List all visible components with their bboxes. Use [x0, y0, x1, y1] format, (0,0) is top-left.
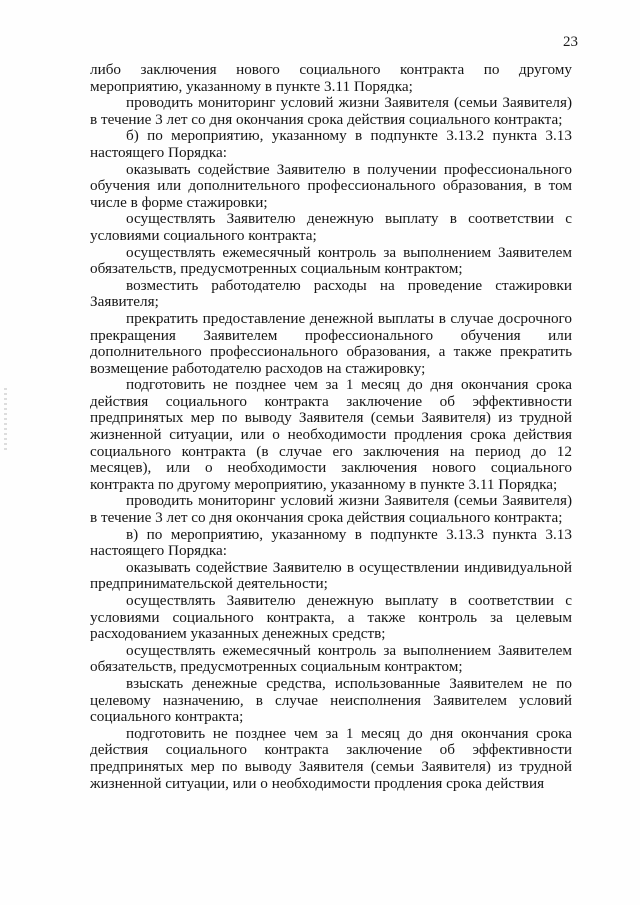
- paragraph: возместить работодателю расходы на проведение стажировки Заявителя;: [90, 276, 572, 311]
- document-body: [90, 62, 572, 792]
- paragraph: осуществлять Заявителю денежную выплату в соответствии с условиями социального контракта, а также контроль за целевым расходованием указанных денежных средств;: [90, 592, 572, 643]
- paragraph: осуществлять ежемесячный контроль за выполнением Заявителем обязательств, предусмотренных социальным контрактом;: [90, 243, 572, 278]
- paragraph: оказывать содействие Заявителю в осуществлении индивидуальной предпринимательской деятельности;: [90, 558, 572, 593]
- paragraph: в) по мероприятию, указанному в подпункте 3.13.3 пункта 3.13 настоящего Порядка:: [90, 525, 572, 560]
- paragraph: осуществлять Заявителю денежную выплату в соответствии с условиями социального контракта;: [90, 210, 572, 244]
- paragraph: проводить мониторинг условий жизни Заявителя (семьи Заявителя) в течение 3 лет со дня окончания срока действия социального контракта;: [90, 492, 572, 527]
- page-number: 23: [563, 34, 578, 50]
- scan-artifact: [4, 388, 7, 452]
- paragraph: подготовить не позднее чем за 1 месяц до дня окончания срока действия социального контракта заключение об эффективности предпринятых мер по выводу Заявителя (семьи Заявителя) из трудной жизненной ситуации, или о необходимости продления срока действия: [90, 724, 572, 792]
- paragraph: прекратить предоставление денежной выплаты в случае досрочного прекращения Заявителем профессионального обучения или дополнительного профессионального образования, а также прекратить возмещение работодателю расходов на стажировку;: [90, 309, 572, 377]
- paragraph: проводить мониторинг условий жизни Заявителя (семьи Заявителя) в течение 3 лет со дня окончания срока действия социального контракта;: [90, 94, 572, 128]
- paragraph: подготовить не позднее чем за 1 месяц до дня окончания срока действия социального контракта заключение об эффективности предпринятых мер по выводу Заявителя (семьи Заявителя) из трудной жизненной ситуации, или о необходимости продления срока действия социального контракта (в случае его заключения на период до 12 месяцев), или о необходимости заключения нового социального контракта по другому мероприятию, указанному в пункте 3.11 Порядка;: [90, 376, 572, 493]
- paragraph: б) по мероприятию, указанному в подпункте 3.13.2 пункта 3.13 настоящего Порядка:: [90, 127, 572, 161]
- paragraph: осуществлять ежемесячный контроль за выполнением Заявителем обязательств, предусмотренных социальным контрактом;: [90, 641, 572, 676]
- paragraph: оказывать содействие Заявителю в получении профессионального обучения или дополнительного профессионального образования, в том числе в форме стажировки;: [90, 160, 572, 211]
- paragraph: взыскать денежные средства, использованные Заявителем не по целевому назначению, в случае неисполнения Заявителем условий социального контракта;: [90, 674, 572, 726]
- paragraph: либо заключения нового социального контракта по другому мероприятию, указанному в пункте 3.11 Порядка;: [90, 61, 572, 95]
